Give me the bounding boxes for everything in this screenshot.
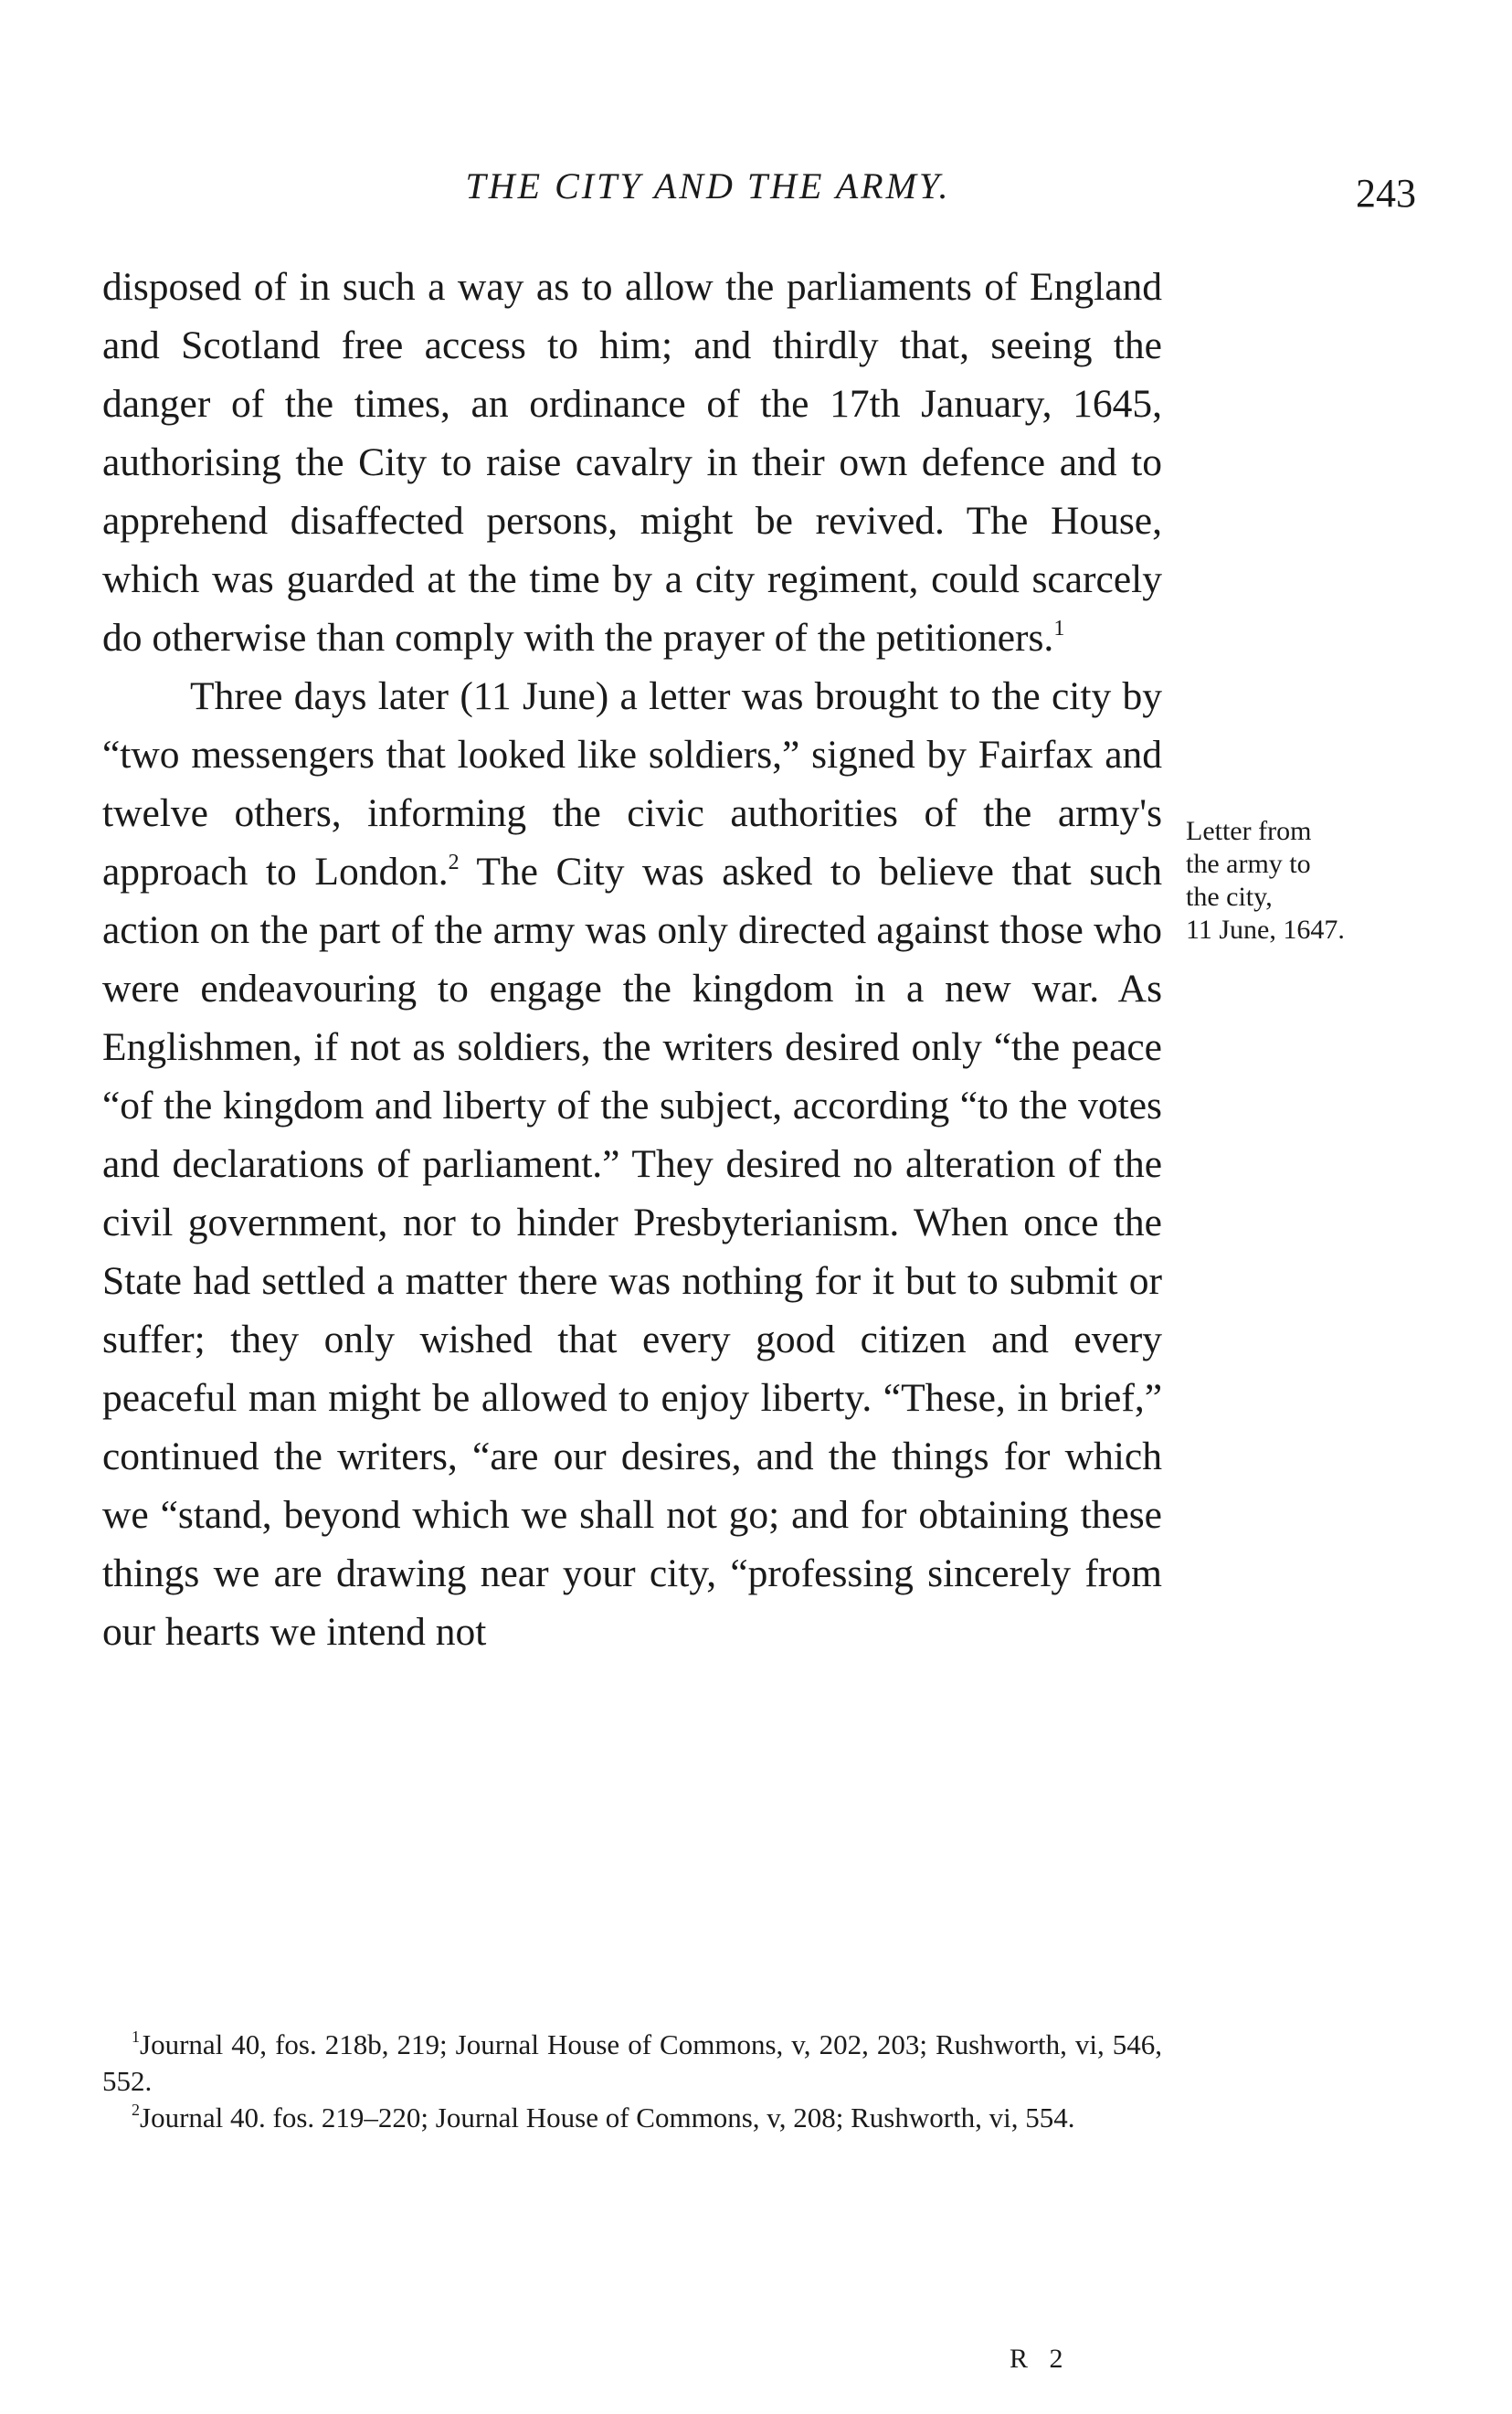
footnote-ref: 1 — [1053, 616, 1065, 641]
marginal-note — [1186, 815, 1423, 947]
page-number: 243 — [1356, 171, 1416, 216]
footnote-text: Journal 40. fos. 219–220; Journal House of Commons, v, 208; Rushworth, vi, 554. — [140, 2102, 1075, 2133]
paragraph-text: The City was asked to believe that such action on the part of the army was only directed against those who were endeavouring to engage the kingdom in a new war. As Englishmen, if not as soldiers, the writers desired only “the peace “of the kingdom and liberty of the subject, according “to the votes and declarations of parliament.” They desired no alteration of the civil government, nor to hinder Presbyterianism. When once the State had settled a matter there was nothing for it but to submit or suffer; they only wished that every good citizen and every peaceful man might be allowed to enjoy liberty. “These, in brief,” continued the writers, “are our desires, and the things for which we “stand, beyond which we shall not go; and for obtaining these things we are drawing near your city, “professing sincerely from our hearts we intend not — [102, 850, 1162, 1654]
paragraph-text: Three days later (11 June) a letter was brought to the city by “two messengers that looked like soldiers,” signed by Fairfax and twelve others, informing the civic authorities of the army's approach to London. — [102, 674, 1162, 894]
footnote-marker: 1 — [132, 2027, 140, 2046]
marginal-note-line: Letter from — [1186, 816, 1312, 846]
footnote — [102, 2027, 1162, 2100]
footnotes — [102, 2027, 1162, 2136]
signature-mark: R 2 — [1010, 2344, 1071, 2374]
marginal-note-line: 11 June, 1647. — [1186, 915, 1345, 945]
running-title: THE CITY AND THE ARMY. — [465, 165, 951, 206]
footnote — [102, 2100, 1162, 2136]
marginal-note-line: the army to — [1186, 849, 1311, 879]
paragraph — [102, 258, 1162, 667]
footnote-ref: 2 — [448, 850, 460, 874]
paragraph-text: disposed of in such a way as to allow the parliaments of England and Scotland free access to him; and thirdly that, seeing the danger of the times, an ordinance of the 17th January, 1645, authorising the City to raise cavalry in their own defence and to apprehend disaffected persons, might be revived. The House, which was guarded at the time by a city regiment, could scarcely do otherwise than comply with the prayer of the petitioners. — [102, 265, 1162, 660]
running-head — [100, 164, 1416, 219]
marginal-note-line: the city, — [1186, 882, 1273, 912]
footnote-marker: 2 — [132, 2100, 140, 2119]
body-text — [102, 258, 1162, 1661]
footnote-text: Journal 40, fos. 218b, 219; Journal House of Commons, v, 202, 203; Rushworth, vi, 546, 552. — [102, 2028, 1162, 2097]
paragraph — [102, 667, 1162, 1661]
